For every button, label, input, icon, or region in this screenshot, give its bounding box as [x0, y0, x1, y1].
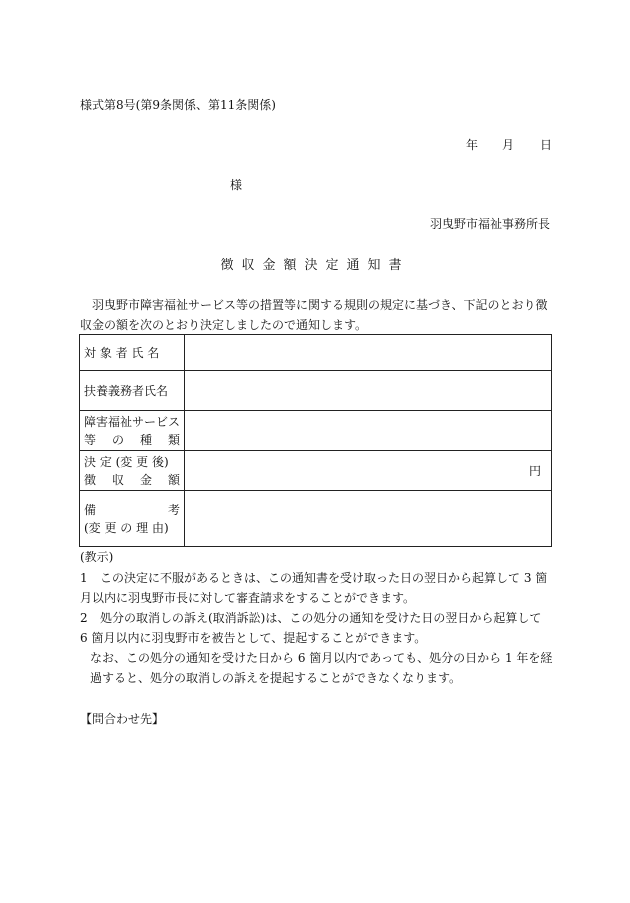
- instruction-text: この決定に不服があるときは、この通知書を受け取った日の翌日から起算して 3 箇月以内に羽曳野市長に対して審査請求をすることができます。: [80, 571, 548, 605]
- instruction-text: 処分の取消しの訴え(取消訴訟)は、この処分の通知を受けた日の翌日から起算して 6 箇月以内に羽曳野市を被告として、提起することができます。: [80, 611, 542, 645]
- service-type-char: 種: [139, 432, 152, 447]
- supporter-name-label: 扶養義務者氏名: [80, 371, 185, 411]
- amount-label-line2: [84, 471, 180, 489]
- remarks-value: [185, 491, 552, 547]
- amount-label-char: 金: [139, 472, 152, 487]
- document-title: 徴収金額決定通知書: [220, 258, 410, 273]
- instruction-item-2: [80, 608, 552, 648]
- recipient-honorific: 様: [230, 178, 243, 192]
- instruction-number: 2: [80, 611, 88, 625]
- service-type-char: 類: [167, 432, 180, 447]
- table-row-subject: [80, 335, 552, 371]
- subject-name-label: 対 象 者 氏 名: [80, 335, 185, 371]
- instruction-number: 1: [80, 571, 88, 585]
- remarks-label: [80, 491, 185, 547]
- table-row-supporter: [80, 371, 552, 411]
- table-row-remarks: [80, 491, 552, 547]
- service-type-label-line1: 障害福祉サービス: [84, 414, 181, 429]
- service-type-value: [185, 411, 552, 451]
- subject-name-value: [185, 335, 552, 371]
- form-number: 様式第8号(第9条関係、第11条関係): [80, 98, 276, 112]
- table-row-service: [80, 411, 552, 451]
- table-row-amount: [80, 451, 552, 491]
- instruction-item-2-note: なお、この処分の通知を受けた日から 6 箇月以内であっても、処分の日から 1 年を経過すると、処分の取消しの訴えを提起することができなくなります。: [90, 651, 553, 685]
- intro-paragraph: 羽曳野市障害福祉サービス等の措置等に関する規則の規定に基づき、下記のとおり徴収金の額を次のとおり決定しましたので通知します。: [80, 298, 548, 332]
- yen-unit: 円: [528, 463, 541, 478]
- amount-label: [80, 451, 185, 491]
- remarks-label-line1: [84, 501, 180, 519]
- issuer-name: 羽曳野市福祉事務所長: [429, 217, 550, 231]
- remarks-label-line2: (変 更 の 理 由): [84, 520, 169, 535]
- amount-label-char: 徴: [84, 472, 97, 487]
- supporter-name-value: [185, 371, 552, 411]
- date-day-label: 日: [540, 138, 553, 152]
- amount-label-char: 収: [111, 472, 124, 487]
- notice-table: [79, 334, 552, 547]
- contact-heading: 【問合わせ先】: [80, 712, 165, 726]
- date-year-label: 年: [466, 138, 479, 152]
- remarks-label-char: 備: [84, 502, 97, 517]
- service-type-char: 等: [84, 432, 97, 447]
- date-month-label: 月: [502, 138, 515, 152]
- remarks-label-char: 考: [167, 502, 180, 517]
- amount-label-line1: 決 定 (変 更 後): [84, 454, 169, 469]
- service-type-char: の: [111, 432, 124, 447]
- instruction-item-1: [80, 568, 552, 608]
- service-type-label-line2: [84, 431, 180, 449]
- issue-date: [466, 137, 553, 153]
- amount-label-char: 額: [167, 472, 180, 487]
- service-type-label: [80, 411, 185, 451]
- instruction-heading: (教示): [80, 550, 114, 564]
- amount-value: [185, 451, 552, 491]
